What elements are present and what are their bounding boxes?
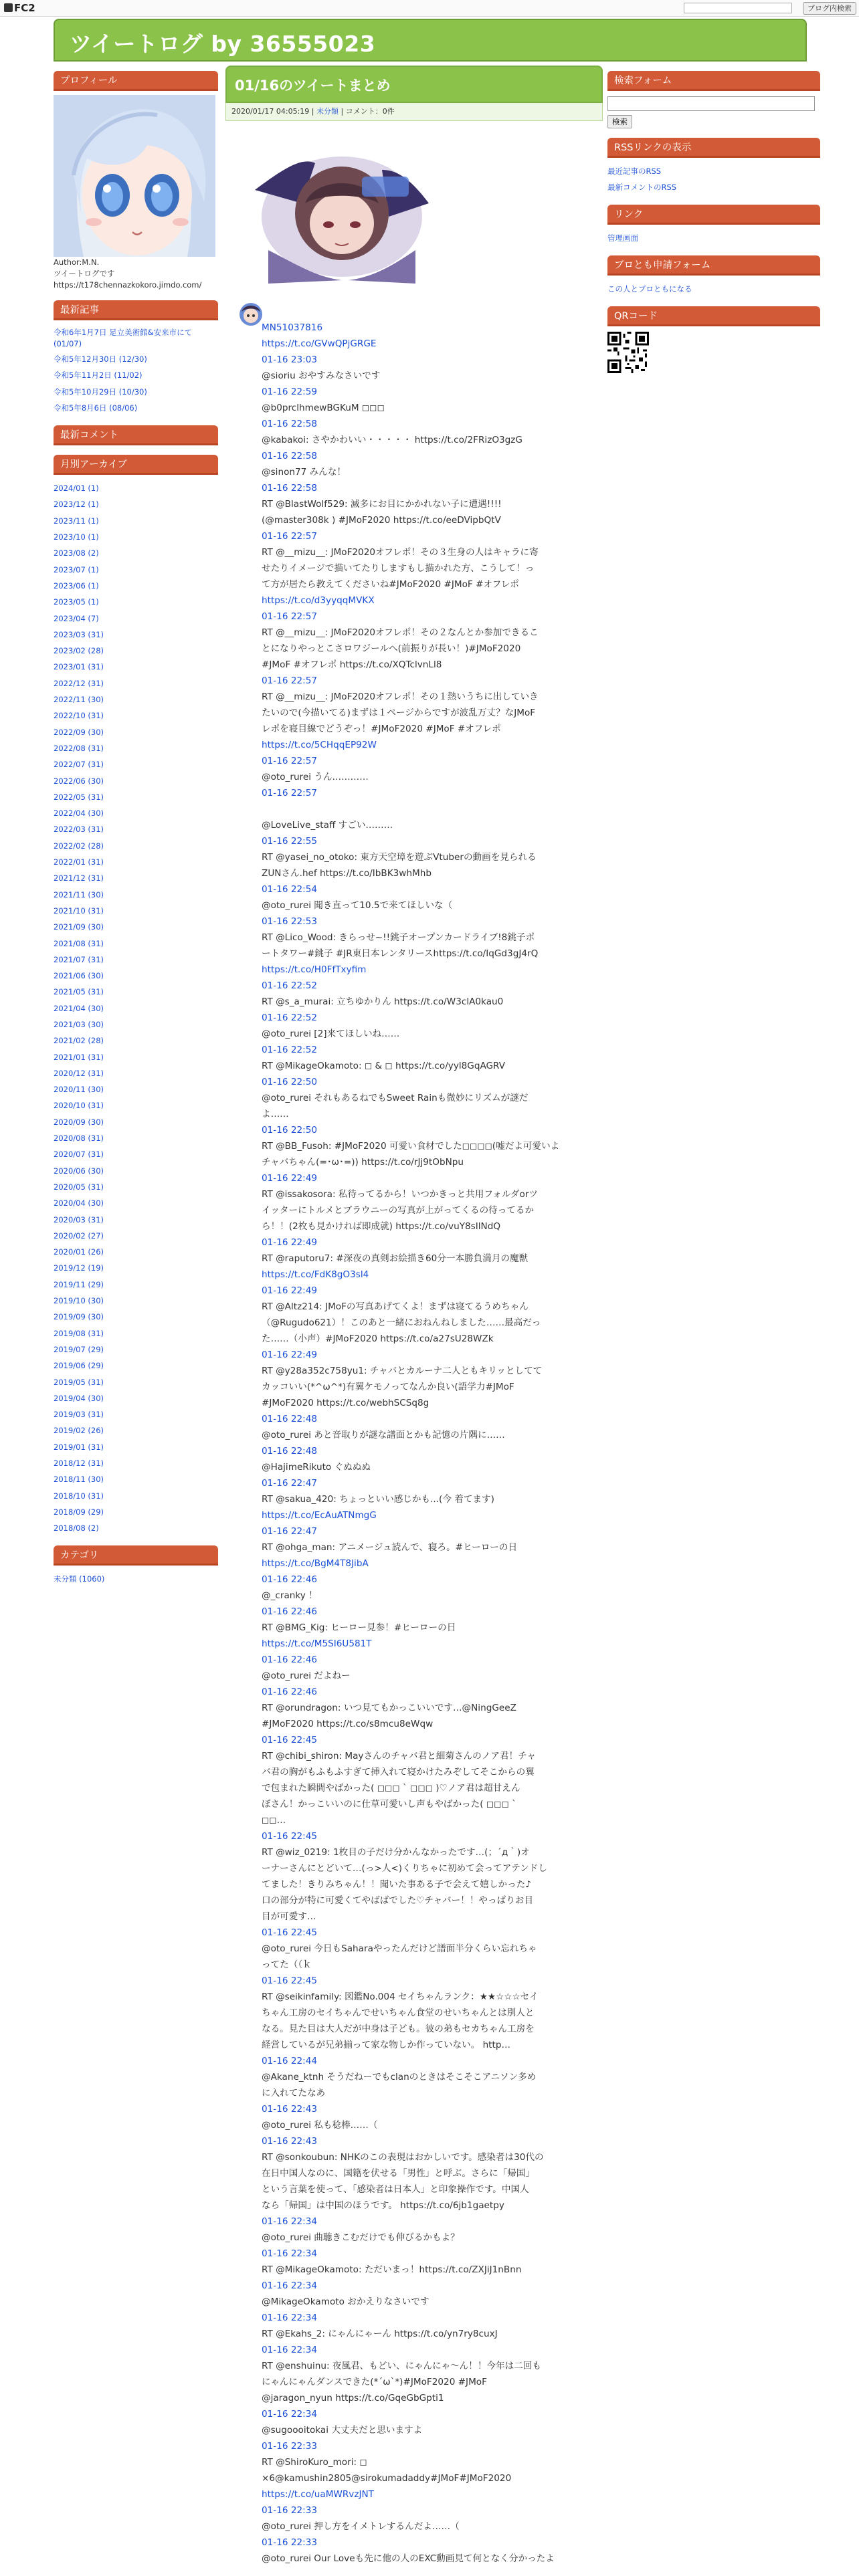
tweet-text: RT @ShiroKuro_mori: ◻ xyxy=(262,2457,367,2468)
tweet-link[interactable]: 01-16 22:58 xyxy=(262,419,317,429)
tweet-text: にゃんにゃんダンスできた(*´ω`*)#JMoF2020 #JMoF xyxy=(262,2377,487,2387)
search-form-section xyxy=(607,71,820,128)
tweet-link[interactable]: 01-16 22:55 xyxy=(262,836,317,847)
tweet-link[interactable]: 01-16 22:48 xyxy=(262,1446,317,1457)
tweet-link[interactable]: 01-16 22:33 xyxy=(262,2441,317,2452)
tweet-text: @sioriu おやすみなさいです xyxy=(262,370,381,381)
tweet-link[interactable]: 01-16 22:57 xyxy=(262,675,317,686)
meta-separator: | xyxy=(309,107,317,116)
tweet-text: RT @MikageOkamoto: ただいまっ！https://t.co/ZXJiJ1nBnn xyxy=(262,2264,522,2275)
blog-friend-heading: ブロとも申請フォーム xyxy=(607,255,820,276)
tweet-link[interactable]: 01-16 22:52 xyxy=(262,980,317,991)
blog-search-button[interactable]: ブログ内検索 xyxy=(803,2,856,15)
links-heading: リンク xyxy=(607,205,820,225)
tweet-link[interactable]: 01-16 22:43 xyxy=(262,2136,317,2147)
tweet-text: RT @issakosora: 私待ってるから！いつかきっと共用フォルダorツ xyxy=(262,1189,539,1200)
tweet-text: RT @Lico_Wood: きらっせ~!!銚子オープンカードライブ!8銚子ポ xyxy=(262,932,535,943)
recent-article-link[interactable]: 令和5年10月29日 (10/30) xyxy=(54,387,147,397)
profile-author: Author:M.N. xyxy=(54,257,100,267)
archive-month-link[interactable]: 2019/12 (19) xyxy=(54,1263,104,1273)
tweet-text: カッコいい(*^ω^*)有翼ケモノってなんか良い(語学力#JMoF xyxy=(262,1382,514,1392)
archive-month-link[interactable]: 2019/07 (29) xyxy=(54,1344,104,1354)
archive-month-link[interactable]: 2020/06 (30) xyxy=(54,1166,104,1176)
archive-month-link[interactable]: 2023/01 (31) xyxy=(54,662,104,672)
rss-section xyxy=(607,138,820,195)
archive-month-link[interactable]: 2019/04 (30) xyxy=(54,1393,104,1403)
search-form-heading: 検索フォーム xyxy=(607,71,820,91)
site-title[interactable]: ツイートログ by 36555023 xyxy=(70,31,376,57)
tweet-text: せたりイメージで描いてたりしますもし描かれた方、こうして！っ xyxy=(262,563,535,574)
tweet-text: RT @enshuinu: 夜風君、もどい、にゃんにゃ〜ん！！今年は二回も xyxy=(262,2361,541,2371)
right-sidebar xyxy=(607,71,820,383)
tweet-text: に入れてたなあ xyxy=(262,2088,326,2099)
tweet-text: RT @BMG_Kig: ヒーロー見参！#ヒーローの日 xyxy=(262,1622,456,1633)
tweet-link[interactable]: 01-16 22:34 xyxy=(262,2216,317,2227)
archive-month-link[interactable]: 2019/09 (30) xyxy=(54,1312,104,1322)
tweet-link[interactable]: 01-16 22:49 xyxy=(262,1350,317,1360)
rss-recent-articles-link[interactable]: 最近記事のRSS xyxy=(607,167,662,176)
archive-month-link[interactable]: 2021/03 (30) xyxy=(54,1019,104,1029)
qr-code-icon xyxy=(607,332,649,373)
tweet-list xyxy=(262,320,589,2567)
tweet-text: RT @orundragon: いつ見てもかっこいいです…@NingGeeZ xyxy=(262,1703,516,1713)
tweet-link[interactable]: 01-16 22:45 xyxy=(262,1735,317,1745)
archive-month-link[interactable]: 2021/09 (30) xyxy=(54,922,104,932)
tweet-link[interactable]: https://t.co/EcAuATNmgG xyxy=(262,1510,377,1521)
post-title[interactable]: 01/16のツイートまとめ xyxy=(225,66,603,103)
archive-month-link[interactable]: 2023/05 (1) xyxy=(54,597,99,607)
tweet-text: ちゃん工房のセイちゃんでせいちゃん食堂のせいちゃんとは別人と xyxy=(262,2008,535,2018)
tweet-text: @_cranky ！ xyxy=(262,1590,318,1601)
tweet-text: RT @y28a352c758yu1: チャバとカルーナ二人ともキリッとしてて xyxy=(262,1366,543,1376)
archive-month-link[interactable]: 2020/03 (31) xyxy=(54,1214,104,1224)
tweet-link[interactable]: 01-16 22:49 xyxy=(262,1173,317,1184)
tweet-text: #JMoF2020 https://t.co/s8mcu8eWqw xyxy=(262,1719,434,1729)
tweet-text: とになりやっとこさロワジールへ(前振りが長い！)#JMoF2020 xyxy=(262,643,521,654)
tweet-link[interactable]: https://t.co/H0FfTxyfim xyxy=(262,964,367,975)
tweet-text: @oto_rurei 私も稔棒……（ xyxy=(262,2120,378,2131)
archive-month-link[interactable]: 2018/09 (29) xyxy=(54,1507,104,1517)
tweet-text: レポを寝目線でどうぞっ！#JMoF2020 #JMoF #オフレポ xyxy=(262,724,501,734)
archive-month-link[interactable]: 2019/10 (30) xyxy=(54,1296,104,1306)
blog-friend-section xyxy=(607,255,820,297)
archive-month-link[interactable]: 2018/11 (30) xyxy=(54,1475,104,1485)
tweet-link[interactable]: https://t.co/M5SI6U581T xyxy=(262,1638,372,1649)
archive-month-link[interactable]: 2018/08 (2) xyxy=(54,1523,99,1533)
tweet-text: チャバちゃん(=･ω･=)) https://t.co/rJj9tObNpu xyxy=(262,1157,464,1168)
archive-month-link[interactable]: 2022/06 (30) xyxy=(54,776,104,786)
tweet-link[interactable]: 01-16 22:34 xyxy=(262,2280,317,2291)
archive-month-link[interactable]: 2019/03 (31) xyxy=(54,1410,104,1420)
tweet-text: @MikageOkamoto おかえりなさいです xyxy=(262,2296,430,2307)
recent-comments-section xyxy=(54,425,218,445)
archive-month-link[interactable]: 2022/02 (28) xyxy=(54,841,104,851)
archive-month-link[interactable]: 2023/04 (7) xyxy=(54,613,99,623)
tweet-text: @Akane_ktnh そうだねーでもclanのときはそこそこアニソン多め xyxy=(262,2072,537,2082)
tweet-text: RT @sakua_420: ちょっといい感じかも...(今 着てます) xyxy=(262,1494,494,1505)
tweet-text: たいので(今描いてる)まずは１ページからですが波乱万丈？なJMoF xyxy=(262,708,536,718)
category-heading: カテゴリ xyxy=(54,1545,218,1566)
archive-list xyxy=(54,480,218,1536)
tweet-link[interactable]: 01-16 22:57 xyxy=(262,756,317,766)
archive-month-link[interactable]: 2023/12 (1) xyxy=(54,500,99,510)
tweet-link[interactable]: 01-16 22:46 xyxy=(262,1654,317,1665)
tweet-text: 経営しているが兄弟揃って家な物しか作っていない。 http… xyxy=(262,2040,511,2050)
tweet-text: RT @sonkoubun: NHKのこの表現はおかしいです。感染者は30代の xyxy=(262,2152,544,2163)
left-sidebar xyxy=(54,71,218,1597)
archive-month-link[interactable]: 2023/07 (1) xyxy=(54,564,99,574)
tweet-link[interactable]: 01-16 22:46 xyxy=(262,1574,317,1585)
tweet-link[interactable]: 01-16 22:49 xyxy=(262,1237,317,1248)
tweet-text: て方が居たら教えてくださいね#JMoF2020 #JMoF #オフレポ xyxy=(262,579,519,590)
archive-month-link[interactable]: 2022/01 (31) xyxy=(54,857,104,867)
tweet-text: @HajimeRikuto ぐぬぬぬ xyxy=(262,1462,371,1473)
tweet-link[interactable]: 01-16 22:49 xyxy=(262,1285,317,1296)
tweet-link[interactable]: 01-16 22:44 xyxy=(262,2056,317,2066)
tweet-text: なる。見た目は大人だが中身は子ども。彼の弟もセカちゃん工房を xyxy=(262,2024,535,2034)
archive-month-link[interactable]: 2022/07 (31) xyxy=(54,760,104,770)
category-section xyxy=(54,1545,218,1587)
tweet-link[interactable]: https://t.co/uaMWRvzJNT xyxy=(262,2489,374,2500)
tweet-text: バ君の胸がもふもふすぎて挿入れて寝かけたみぞしてそこからの翼 xyxy=(262,1767,535,1778)
archive-month-link[interactable]: 2023/02 (28) xyxy=(54,646,104,656)
archive-month-link[interactable]: 2021/06 (30) xyxy=(54,971,104,981)
tweet-text: RT @seikinfamily: 図鑑No.004 セイちゃんランク：★★☆☆☆セイ xyxy=(262,1992,539,2002)
tweet-text: なら「帰国」は中国のほうです。 https://t.co/6jb1gaetpy xyxy=(262,2200,504,2211)
recent-articles-section xyxy=(54,300,218,416)
tweet-text: ◻◻… xyxy=(262,1815,286,1826)
archive-month-link[interactable]: 2019/08 (31) xyxy=(54,1328,104,1338)
post-category-link[interactable]: 未分類 xyxy=(316,107,339,116)
tweet-text: 在日中国人なのに、国籍を伏せる「男性」と呼ぶ。さらに「帰国」 xyxy=(262,2168,535,2179)
tweet-text: RT @BB_Fusoh: #JMoF2020 可愛い食材でした◻◻◻◻(嘘だよ可愛いよ xyxy=(262,1141,560,1152)
tweet-text: @oto_rurei だよねー xyxy=(262,1671,351,1681)
profile-heading: プロフィール xyxy=(54,71,218,91)
tweet-link[interactable]: 01-16 22:47 xyxy=(262,1526,317,1537)
tweet-text: (@master308k ) #JMoF2020 https://t.co/eeDVipbQtV xyxy=(262,515,501,526)
tweet-link[interactable]: 01-16 22:34 xyxy=(262,2345,317,2355)
tweet-text: @oto_rurei [2]来てほしいね…… xyxy=(262,1029,400,1039)
archive-month-link[interactable]: 2021/11 (30) xyxy=(54,889,104,899)
tweet-link[interactable]: 01-16 22:54 xyxy=(262,884,317,895)
tweet-text: よ…… xyxy=(262,1109,289,1119)
tweet-text: ×6@kamushin2805@sirokumadaddy#JMoF#JMoF2020 xyxy=(262,2473,512,2484)
tweet-text: ZUNさん.hef https://t.co/IbBK3whMhb xyxy=(262,868,432,879)
tweet-link[interactable]: 01-16 22:33 xyxy=(262,2505,317,2516)
tweet-link[interactable]: 01-16 22:33 xyxy=(262,2537,317,2548)
tweet-link[interactable]: 01-16 22:48 xyxy=(262,1414,317,1424)
tweet-text: （@Rugudo621）！このあと一緒におねんねしました……最高だっ xyxy=(262,1317,541,1328)
recent-article-link[interactable]: 令和6年1月7日 足立美術館&安来市にて (01/07) xyxy=(54,328,193,348)
tweet-text: RT @s_a_murai: 立ちゆかりん https://t.co/W3clA0kau0 xyxy=(262,996,504,1007)
archive-month-link[interactable]: 2023/10 (1) xyxy=(54,532,99,542)
archive-month-link[interactable]: 2019/02 (26) xyxy=(54,1426,104,1436)
category-link[interactable]: 未分類 (1060) xyxy=(54,1574,105,1584)
tweet-text: 口の部分が特に可愛くてやばばでした♡チャバー！！やっぱりお目 xyxy=(262,1895,533,1906)
tweet-text: RT @Altz214: JMoFの写真あげてくよ！まずは寝てるうめちゃん xyxy=(262,1301,529,1312)
tweet-text: #JMoF #オフレポ https://t.co/XQTclvnLl8 xyxy=(262,659,442,670)
tweet-link[interactable]: https://t.co/FdK8gO3sl4 xyxy=(262,1269,369,1280)
post-date: 2020/01/17 04:05:19 xyxy=(231,107,310,116)
tweet-link[interactable]: 01-16 22:47 xyxy=(262,1478,317,1489)
recent-article-link[interactable]: 令和5年8月6日 (08/06) xyxy=(54,403,138,413)
post-meta xyxy=(225,103,603,121)
site-header xyxy=(54,19,807,62)
tweet-text: てました！きりみちゃん！！聞いた事ある子で会えて嬉しかった♪ xyxy=(262,1879,531,1890)
qr-section xyxy=(607,306,820,373)
archive-month-link[interactable]: 2022/08 (31) xyxy=(54,743,104,753)
profile-avatar xyxy=(54,95,215,257)
archive-month-link[interactable]: 2021/08 (31) xyxy=(54,938,104,948)
archive-month-link[interactable]: 2019/05 (31) xyxy=(54,1377,104,1387)
archive-month-link[interactable]: 2023/06 (1) xyxy=(54,580,99,591)
tweet-link[interactable]: 01-16 22:45 xyxy=(262,1975,317,1986)
archive-month-link[interactable]: 2023/03 (31) xyxy=(54,629,104,639)
tweet-text: ってた（（ｋ xyxy=(262,1959,312,1970)
archive-month-link[interactable]: 2020/08 (31) xyxy=(54,1134,104,1144)
tweet-text: @LoveLive_staff すごい……… xyxy=(262,820,393,831)
tweet-text: RT @chibi_shiron: Mayさんのチャバ君と細菊さんのノア君！チャ xyxy=(262,1751,536,1761)
tweet-link[interactable]: 01-16 22:45 xyxy=(262,1927,317,1938)
links-section xyxy=(607,205,820,246)
main-content xyxy=(225,66,603,2564)
tweet-link[interactable]: 01-16 22:34 xyxy=(262,2248,317,2259)
tweet-text: RT @Ekahs_2: にゃんにゃーん https://t.co/yn7ry8cuxJ xyxy=(262,2329,498,2339)
tweet-text: ートタワー#銚子 #JR東日本レンタリースhttps://t.co/IqGd3gJ4rQ xyxy=(262,948,539,959)
tweet-link[interactable]: 01-16 22:52 xyxy=(262,1012,317,1023)
archive-month-link[interactable]: 2022/09 (30) xyxy=(54,727,104,737)
tweet-text: RT @yasei_no_otoko: 東方天空璋を遊ぶVtuberの動画を見られる xyxy=(262,852,537,863)
archive-month-link[interactable]: 2020/09 (30) xyxy=(54,1117,104,1127)
archive-month-link[interactable]: 2021/02 (28) xyxy=(54,1036,104,1046)
archive-month-link[interactable]: 2020/07 (31) xyxy=(54,1150,104,1160)
archive-month-link[interactable]: 2023/11 (1) xyxy=(54,516,99,526)
fc2-top-bar xyxy=(0,0,859,17)
archive-month-link[interactable]: 2018/10 (31) xyxy=(54,1491,104,1501)
tweet-link[interactable]: https://t.co/d3yyqqMVKX xyxy=(262,595,375,606)
archive-month-link[interactable]: 2022/04 (30) xyxy=(54,809,104,819)
tweet-text: #JMoF2020 https://t.co/webhSCSq8g xyxy=(262,1398,430,1408)
tweet-link[interactable]: 01-16 22:59 xyxy=(262,387,317,397)
archive-month-link[interactable]: 2022/05 (31) xyxy=(54,792,104,802)
search-button[interactable]: 検索 xyxy=(607,115,632,128)
tweet-link[interactable]: 01-16 22:46 xyxy=(262,1687,317,1697)
tweet-text: た……（小声）#JMoF2020 https://t.co/a27sU28WZk xyxy=(262,1333,494,1344)
archive-month-link[interactable]: 2019/06 (29) xyxy=(54,1361,104,1371)
tweet-text: 目が可愛す… xyxy=(262,1911,316,1922)
tweet-text: RT @BlastWolf529: 滅多にお目にかかれない子に遭遇!!!! xyxy=(262,499,502,510)
tweet-text: @oto_rurei うん………… xyxy=(262,772,369,782)
archive-month-link[interactable]: 2019/11 (29) xyxy=(54,1279,104,1289)
tweet-text: RT @ohga_man: アニメージュ読んで、寝ろ。#ヒーローの日 xyxy=(262,1542,518,1553)
tweet-text: ぼさん！かっこいいのに仕草可愛いし声もやばかった( ◻◻◻ ` xyxy=(262,1799,516,1810)
tweet-text: @b0prclhmewBGKuM ◻◻◻ xyxy=(262,403,385,413)
monthly-archive-section xyxy=(54,455,218,1536)
archive-month-link[interactable]: 2021/01 (31) xyxy=(54,1052,104,1062)
tweet-text: RT @MikageOkamoto: ◻ & ◻ https://t.co/yyl8GqAGRV xyxy=(262,1061,506,1071)
recent-article-link[interactable]: 令和5年11月2日 (11/02) xyxy=(54,370,142,381)
tweet-link[interactable]: 01-16 22:34 xyxy=(262,2313,317,2323)
tweet-link[interactable]: 01-16 22:57 xyxy=(262,788,317,798)
tweet-text: イッターにトルメとブラウニーの写真が上がってくるの待ってるか xyxy=(262,1205,535,1216)
blog-search-input[interactable] xyxy=(684,3,792,13)
profile-section xyxy=(54,71,218,291)
tweet-text: @oto_rurei Our Loveも先に他の人のEXC動画見て何となく分かったよ xyxy=(262,2553,555,2564)
tweet-link[interactable]: 01-16 22:58 xyxy=(262,483,317,494)
archive-month-link[interactable]: 2022/11 (30) xyxy=(54,695,104,705)
archive-month-link[interactable]: 2019/01 (31) xyxy=(54,1442,104,1452)
tweet-link[interactable]: 01-16 22:57 xyxy=(262,611,317,622)
tweet-link[interactable]: https://t.co/5CHqqEP92W xyxy=(262,740,377,750)
tweet-link[interactable]: 01-16 22:46 xyxy=(262,1606,317,1617)
tweet-link[interactable]: 01-16 22:57 xyxy=(262,531,317,542)
recent-comments-heading: 最新コメント xyxy=(54,425,218,445)
tweet-link[interactable]: https://t.co/GVwQPjGRGE xyxy=(262,338,377,349)
tweet-image[interactable] xyxy=(242,150,442,284)
archive-month-link[interactable]: 2020/02 (27) xyxy=(54,1230,104,1241)
tweet-text: @sugoooitokai 大丈夫だと思いますよ xyxy=(262,2425,423,2436)
tweet-text: @oto_rurei 今日もSaharaやったんだけど譜面半分くらい忘れちゃ xyxy=(262,1943,537,1954)
archive-month-link[interactable]: 2022/12 (31) xyxy=(54,678,104,688)
tweet-text: @sinon77 みんな！ xyxy=(262,467,346,477)
archive-month-link[interactable]: 2022/10 (31) xyxy=(54,711,104,721)
tweet-text: @jaragon_nyun https://t.co/GqeGbGpti1 xyxy=(262,2393,444,2403)
tweet-text: @oto_rurei それもあるねでもSweet Rainも微妙にリズムが謎だ xyxy=(262,1093,529,1103)
archive-month-link[interactable]: 2023/08 (2) xyxy=(54,548,99,558)
tweet-link[interactable]: https://t.co/BgM4T8JibA xyxy=(262,1558,369,1569)
tweet-text xyxy=(262,801,589,817)
archive-month-link[interactable]: 2021/10 (31) xyxy=(54,905,104,916)
tweet-text: @oto_rurei あと音取りが謎な譜面とかも記憶の片隅に…… xyxy=(262,1430,505,1440)
archive-month-link[interactable]: 2021/05 (31) xyxy=(54,987,104,997)
tweet-link[interactable]: 01-16 22:45 xyxy=(262,1831,317,1842)
archive-month-link[interactable]: 2020/10 (31) xyxy=(54,1101,104,1111)
archive-month-link[interactable]: 2021/07 (31) xyxy=(54,954,104,964)
tweet-text: ら！！(2枚も見かければ即成就) https://t.co/vuY8sIlNdQ xyxy=(262,1221,501,1232)
archive-month-link[interactable]: 2020/01 (26) xyxy=(54,1247,104,1257)
fc2-logo-text: FC2 xyxy=(14,2,35,14)
recent-articles-heading: 最新記事 xyxy=(54,300,218,320)
profile-url: https://t178chennazkokoro.jimdo.com/ xyxy=(54,280,202,290)
tweet-text: RT @__mizu__: JMoF2020オフレポ！その３生身の人はキャラに寄 xyxy=(262,547,539,558)
profile-description: ツイートログです xyxy=(54,269,115,278)
tweet-text: という言葉を使って、「感染者は日本人」と印象操作です。中国人 xyxy=(262,2184,529,2195)
tweet-link[interactable]: 01-16 22:43 xyxy=(262,2104,317,2115)
tweet-text: @oto_rurei 押し方をイメトレするんだよ……（ xyxy=(262,2521,460,2532)
blog-friend-link[interactable]: この人とブロともになる xyxy=(607,284,692,294)
recent-article-link[interactable]: 令和5年12月30日 (12/30) xyxy=(54,354,147,364)
tweet-link[interactable]: 01-16 22:34 xyxy=(262,2409,317,2420)
rss-recent-comments-link[interactable]: 最新コメントのRSS xyxy=(607,183,677,192)
tweet-link[interactable]: MN51037816 xyxy=(262,322,323,333)
search-input[interactable] xyxy=(607,96,815,111)
post-comment-count[interactable]: コメント：0件 xyxy=(345,107,395,116)
tweet-text: RT @wiz_0219: 1枚目の子だけ分かんなかったです…(；´д｀)オ xyxy=(262,1847,530,1858)
tweet-link[interactable]: 01-16 22:50 xyxy=(262,1077,317,1087)
tweet-text: @oto_rurei 聞き直って10.5で来てほしいな（ xyxy=(262,900,453,911)
fc2-logo-icon xyxy=(4,3,13,12)
tweet-link[interactable]: 01-16 22:52 xyxy=(262,1045,317,1055)
tweet-link[interactable]: 01-16 23:03 xyxy=(262,354,317,365)
archive-month-link[interactable]: 2018/12 (31) xyxy=(54,1459,104,1468)
tweet-text: @oto_rurei 曲聴きこむだけでも伸びるかもよ？ xyxy=(262,2232,460,2243)
tweet-link[interactable]: 01-16 22:58 xyxy=(262,451,317,461)
tweet-link[interactable]: 01-16 22:50 xyxy=(262,1125,317,1136)
archive-month-link[interactable]: 2021/12 (31) xyxy=(54,873,104,883)
meta-separator: | xyxy=(339,107,346,116)
tweet-text: ーナーさんにとどいて…(っ>人<)くりちゃに初めて会ってアテンドし xyxy=(262,1863,547,1874)
archive-month-link[interactable]: 2020/11 (30) xyxy=(54,1085,104,1095)
tweet-text: RT @raputoru7: #深夜の真剣お絵描き60分一本勝負満月の魔獣 xyxy=(262,1253,529,1264)
tweet-text: RT @__mizu__: JMoF2020オフレポ！その１熱いうちに出していき xyxy=(262,691,539,702)
archive-month-link[interactable]: 2021/04 (30) xyxy=(54,1003,104,1013)
tweet-text: @kabakoi: さやかわいい・・・・・ https://t.co/2FRizO3gzG xyxy=(262,435,522,445)
fc2-logo[interactable] xyxy=(4,2,35,14)
tweet-text: RT @__mizu__: JMoF2020オフレポ！その２なんとか参加できるこ xyxy=(262,627,539,638)
twitter-avatar[interactable] xyxy=(237,301,264,328)
tweet-link[interactable]: 01-16 22:53 xyxy=(262,916,317,927)
archive-month-link[interactable]: 2020/12 (31) xyxy=(54,1068,104,1078)
rss-heading: RSSリンクの表示 xyxy=(607,138,820,158)
archive-month-link[interactable]: 2020/05 (31) xyxy=(54,1182,104,1192)
qr-heading: QRコード xyxy=(607,306,820,326)
archive-month-link[interactable]: 2024/01 (1) xyxy=(54,484,99,494)
archive-month-link[interactable]: 2020/04 (30) xyxy=(54,1198,104,1208)
tweet-text: で包まれた瞬間やばかった( ◻◻◻ ` ◻◻◻ )♡ノア君は超甘えん xyxy=(262,1783,520,1794)
archive-month-link[interactable]: 2022/03 (31) xyxy=(54,825,104,835)
admin-link[interactable]: 管理画面 xyxy=(607,233,638,243)
monthly-archive-heading: 月別アーカイブ xyxy=(54,455,218,475)
